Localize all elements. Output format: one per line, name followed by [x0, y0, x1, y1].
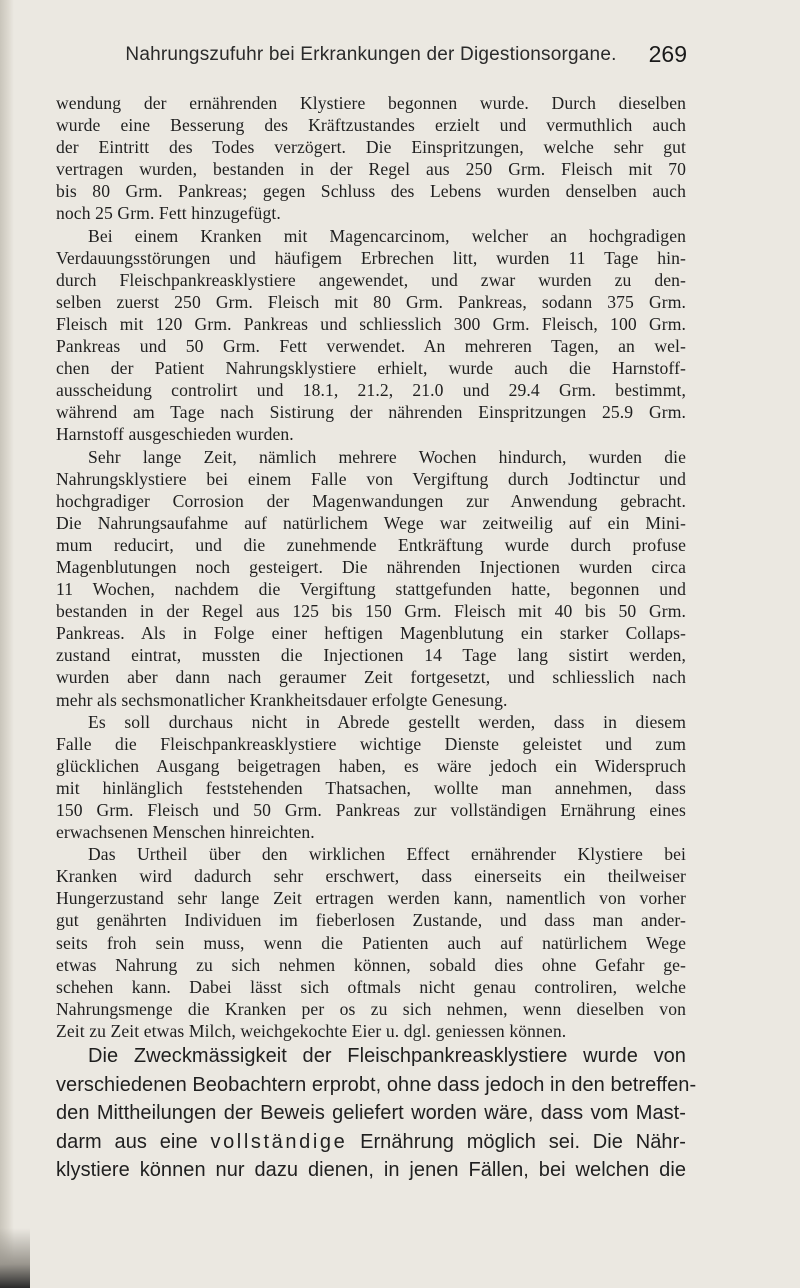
text-line: klystiere können nur dazu dienen, in jenen Fällen, bei welchen die [56, 1159, 686, 1182]
emphasized-word: vollständige [210, 1130, 348, 1153]
text-line: Die Zweckmässigkeit der Fleischpankreasklystiere wurde von [88, 1045, 686, 1068]
text-line: gut genährten Individuen im fieberlosen Zustande, und dass man ander- [56, 910, 686, 931]
text-line: den Mittheilungen der Beweis geliefert worden wäre, dass vom Mast- [56, 1102, 686, 1125]
text-line: bis 80 Grm. Pankreas; gegen Schluss des Lebens wurden denselben auch [56, 181, 686, 202]
text-line: mehr als sechsmonatlicher Krankheitsdauer erfolgte Genesung. [56, 689, 508, 710]
text-line: Verdauungsstörungen und häufigem Erbrechen litt, wurden 11 Tage hin- [56, 247, 686, 268]
text-line: wendung der ernährenden Klystiere begonnen wurde. Durch dieselben [56, 93, 686, 113]
text-line: erwachsenen Menschen hinreichten. [56, 822, 315, 843]
text-line: chen der Patient Nahrungsklystiere erhielt, wurde auch die Harnstoff- [56, 358, 686, 379]
text-line [56, 1128, 686, 1157]
text-line: verschiedenen Beobachtern erprobt, ohne dass jedoch in den betreffen- [56, 1073, 697, 1096]
text-line: Nahrungsmenge die Kranken per os zu sich nehmen, wenn dieselben von [56, 998, 686, 1019]
paragraph [56, 446, 686, 711]
text-line: schehen kann. Dabei lässt sich oftmals nicht genau controliren, welche [56, 976, 686, 997]
text-line: 150 Grm. Fleisch und 50 Grm. Pankreas zur vollständigen Ernährung eines [56, 800, 686, 820]
text-line: noch 25 Grm. Fett hinzugefügt. [56, 203, 281, 224]
text-line: Pankreas und 50 Grm. Fett verwendet. An mehreren Tagen, an wel- [56, 336, 686, 357]
text-line: Harnstoff ausgeschieden wurden. [56, 424, 294, 445]
paragraph [56, 711, 686, 844]
text-line: Das Urtheil über den wirklichen Effect ernährender Klystiere bei [88, 844, 686, 865]
page-edge-shadow [0, 0, 14, 1288]
text-line: hochgradiger Corrosion der Magenwandungen zur Anwendung gebracht. [56, 490, 686, 511]
text-line: Hungerzustand sehr lange Zeit ertragen werden kann, namentlich von vorher [56, 888, 686, 909]
text-line: durch Fleischpankreasklystiere angewendet, und zwar wurden zu den- [56, 269, 686, 290]
page-number: 269 [648, 41, 687, 67]
text-line: Es soll durchaus nicht in Abrede gestellt werden, dass in diesem [88, 711, 686, 732]
paragraph [56, 92, 686, 225]
text-line: selben zuerst 250 Grm. Fleisch mit 80 Grm. Pankreas, sodann 375 Grm. [56, 291, 686, 312]
text-line: wurde eine Besserung des Kräftzustandes erzielt und vermuthlich auch [56, 115, 686, 136]
paragraph [56, 225, 686, 446]
text-line: seits froh sein muss, wenn die Patienten auch auf natürlichem Wege [56, 932, 686, 953]
text-line: vertragen wurden, bestanden in der Regel aus 250 Grm. Fleisch mit 70 [56, 159, 686, 180]
paragraph [56, 843, 686, 1042]
text-line: glücklichen Ausgang beigetragen haben, es wäre jedoch ein Widerspruch [56, 755, 686, 776]
text-line: Die Nahrungsaufahme auf natürlichem Wege war zeitweilig auf ein Mini- [56, 512, 686, 533]
text-line: Falle die Fleischpankreasklystiere wichtige Dienste geleistet und zum [56, 733, 686, 754]
text-line: mum reducirt, und die zunehmende Entkräftung wurde durch profuse [56, 534, 686, 555]
text-line: der Eintritt des Todes verzögert. Die Einspritzungen, welche sehr gut [56, 137, 686, 158]
text-line: Pankreas. Als in Folge einer heftigen Magenblutung ein starker Collaps- [56, 623, 686, 644]
text-line: während am Tage nach Sistirung der nährenden Einspritzungen 25.9 Grm. [56, 402, 686, 423]
text-fragment: Ernährung möglich sei. Die Nähr- [360, 1130, 686, 1153]
text-line: etwas Nahrung zu sich nehmen können, sobald dies ohne Gefahr ge- [56, 954, 686, 975]
text-line: 11 Wochen, nachdem die Vergiftung stattgefunden hatte, begonnen und [56, 579, 686, 600]
text-line: mit hinlänglich feststehenden Thatsachen, wollte man annehmen, dass [56, 777, 686, 798]
body-text [56, 92, 697, 1185]
text-line: zustand eintrat, mussten die Injectionen 14 Tage lang sistirt werden, [56, 645, 686, 666]
text-line: ausscheidung controlirt und 18.1, 21.2, 21.0 und 29.4 Grm. bestimmt, [56, 380, 686, 401]
text-line: Bei einem Kranken mit Magencarcinom, welcher an hochgradigen [88, 225, 686, 246]
text-line: wurden aber dann nach geraumer Zeit fortgesetzt, und schliesslich nach [56, 667, 686, 688]
text-line: Zeit zu Zeit etwas Milch, weichgekochte Eier u. dgl. geniessen können. [56, 1020, 567, 1041]
text-line: Magenblutungen noch gesteigert. Die nährenden Injectionen wurden circa [56, 556, 686, 577]
text-fragment: darm aus eine [56, 1130, 198, 1153]
text-line: Fleisch mit 120 Grm. Pankreas und schliesslich 300 Grm. Fleisch, 100 Grm. [56, 313, 686, 334]
text-line: Nahrungsklystiere bei einem Falle von Vergiftung durch Jodtinctur und [56, 468, 686, 489]
text-line: Sehr lange Zeit, nämlich mehrere Wochen hindurch, wurden die [88, 446, 686, 467]
running-head [55, 41, 687, 76]
text-line: bestanden in der Regel aus 125 bis 150 Grm. Fleisch mit 40 bis 50 Grm. [56, 601, 686, 622]
paragraph-large-type [56, 1042, 697, 1185]
text-line: Kranken wird dadurch sehr erschwert, dass einerseits ein theilweiser [56, 866, 686, 887]
running-title: Nahrungszufuhr bei Erkrankungen der Digestionsorgane. [125, 44, 617, 65]
binding-shadow [0, 1228, 30, 1288]
